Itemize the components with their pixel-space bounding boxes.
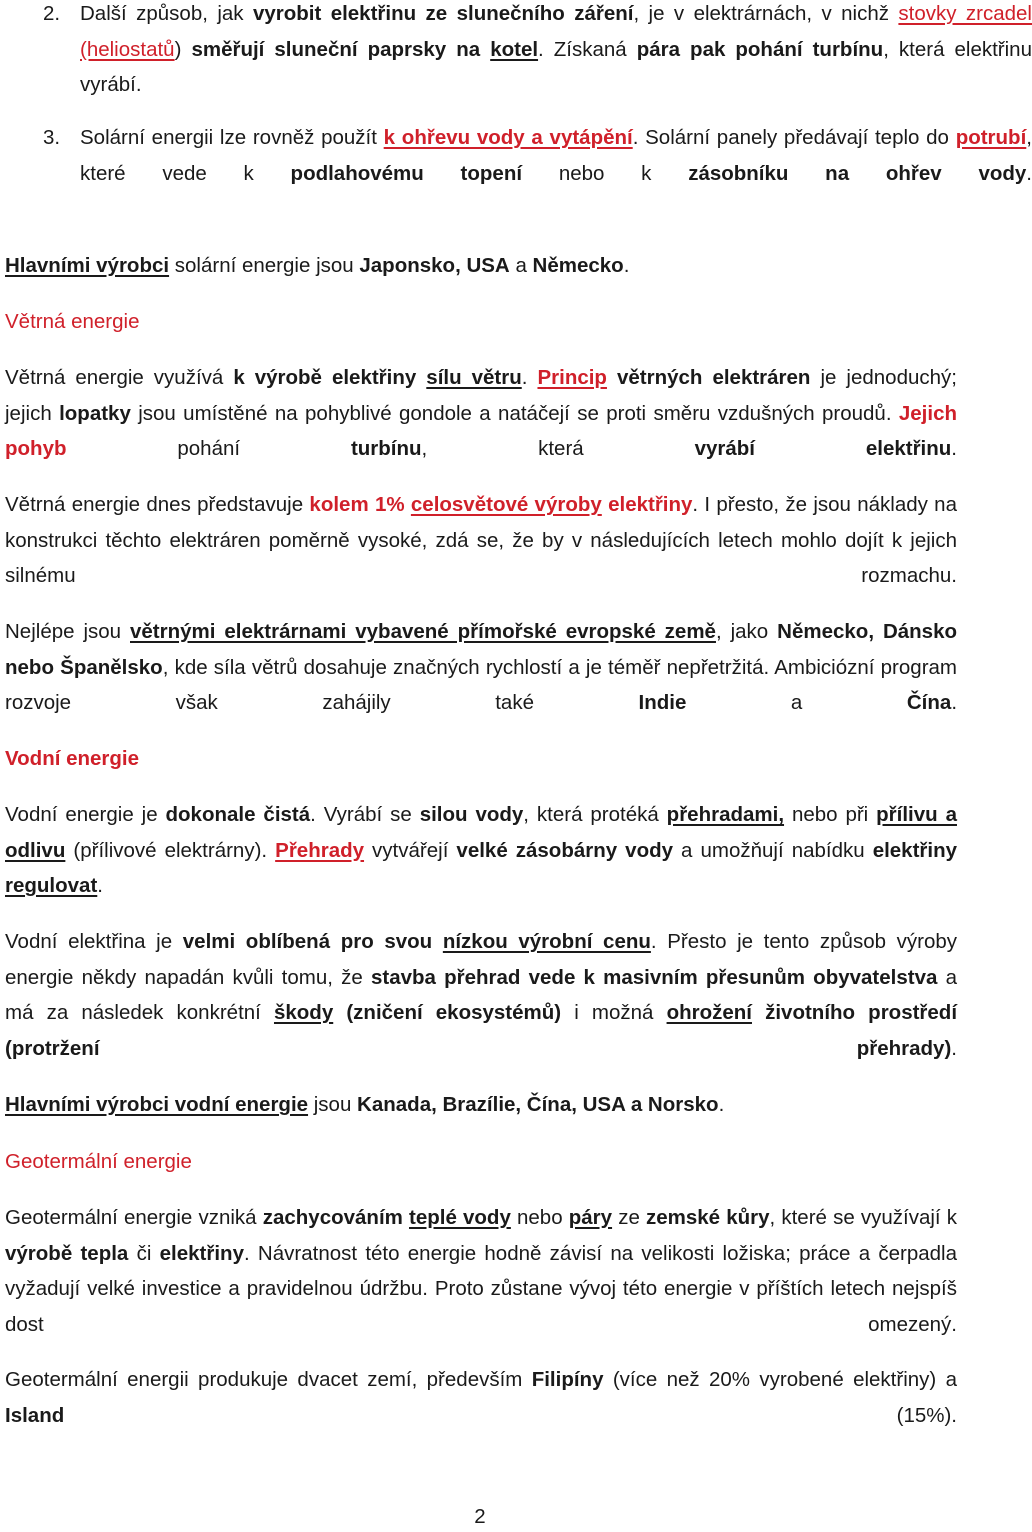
section-heading-wind: Větrná energie bbox=[5, 310, 140, 333]
water-paragraph-2: Vodní elektřina je velmi oblíbená pro svou nízkou výrobní cenu. Přesto je tento způsob výroby energie někdy napadán kvůli tomu, že stavba přehrad vede k masivním přesunům obyvatelstva a má za následek konkrétní škody (zničení ekosystémů) i možná ohrožení životního prostředí (protržení přehrady). bbox=[5, 930, 958, 1060]
geothermal-paragraph-1: Geotermální energie vzniká zachycováním teplé vody nebo páry ze zemské kůry, které se využívají k výrobě tepla či elektřiny. Návratnost této energie hodně závisí na velikosti ložiska; práce a čerpadla vyžadují velké investice a pravidelnou údržbu. Proto zůstane vývoj této energie v příštích letech nejspíš dost omezený. bbox=[5, 1206, 958, 1336]
list-item-2: 2. Další způsob, jak vyrobit elektřinu ze slunečního záření, je v elektrárnách, v nichž stovky zrcadel (heliostatů) směřují sluneční paprsky na kotel. Získaná pára pak pohání turbínu, která elektřinu vyrábí. bbox=[5, 0, 1032, 138]
wind-paragraph-3: Nejlépe jsou větrnými elektrárnami vybavené přímořské evropské země, jako Německo, Dánsko nebo Španělsko, kde síla větrů dosahuje značných rychlostí a je téměř nepřetržitá. Ambiciózní program rozvoje však zahájily také Indie a Čína. bbox=[5, 620, 958, 714]
water-paragraph-1: Vodní energie je dokonale čistá. Vyrábí se silou vody, která protéká přehradami, nebo při přílivu a odlivu (přílivové elektrárny). Přehrady vytvářejí velké zásobárny vody a umožňují nabídku elektřiny regulovat. bbox=[5, 803, 958, 897]
wind-paragraph-2: Větrná energie dnes představuje kolem 1% celosvětové výroby elektřiny. I přesto, že jsou náklady na konstrukci těchto elektráren poměrně vysoké, zdá se, že by v následujících letech mohlo dojít k jejich silnému rozmachu. bbox=[5, 493, 957, 587]
list-number: 3. bbox=[43, 126, 61, 149]
geothermal-paragraph-2: Geotermální energii produkuje dvacet zemí, především Filipíny (více než 20% vyrobené elektřiny) a Island (15%). bbox=[5, 1368, 957, 1427]
list-number: 2. bbox=[43, 2, 61, 25]
solar-producers-line: Hlavními výrobci solární energie jsou Japonsko, USA a Německo. bbox=[5, 254, 630, 277]
page-number: 2 bbox=[474, 1505, 486, 1528]
section-heading-geothermal: Geotermální energie bbox=[5, 1150, 192, 1173]
wind-paragraph-1: Větrná energie využívá k výrobě elektřiny sílu větru. Princip větrných elektráren je jednoduchý; jejich lopatky jsou umístěné na pohyblivé gondole a natáčejí se proti směru vzdušných proudů. Jejich pohyb pohání turbínu, která vyrábí elektřinu. bbox=[5, 366, 957, 460]
list-item-3: 3. Solární energii lze rovněž použít k ohřevu vody a vytápění. Solární panely předávají teplo do potrubí, které vede k podlahovému topení nebo k zásobníku na ohřev vody. bbox=[5, 120, 1032, 227]
section-heading-water: Vodní energie bbox=[5, 747, 140, 770]
water-producers-line: Hlavními výrobci vodní energie jsou Kanada, Brazílie, Čína, USA a Norsko. bbox=[5, 1093, 725, 1116]
